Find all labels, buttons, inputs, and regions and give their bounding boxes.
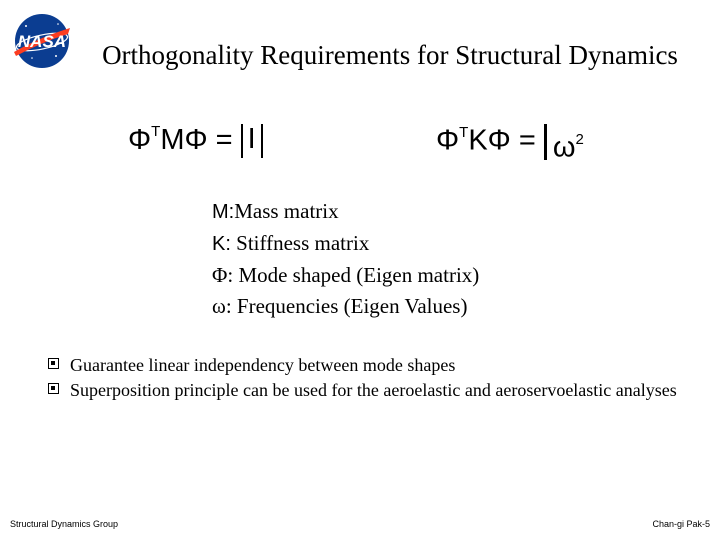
footer-group-name: Structural Dynamics Group: [10, 519, 119, 529]
eq1-identity: I: [241, 124, 263, 158]
page-title: Orthogonality Requirements for Structural Dynamics: [102, 40, 678, 70]
nasa-logo: [8, 12, 76, 70]
definition-text: Mass matrix: [234, 199, 339, 223]
definition-symbol: K:: [212, 233, 231, 255]
definition-text: Frequencies (Eigen Values): [231, 294, 468, 318]
eq2-omega-squared: [544, 124, 584, 164]
equation-stiffness-orthogonality: [436, 124, 584, 164]
equation-mass-orthogonality: [128, 124, 263, 164]
nasa-logo-text: NASA: [17, 32, 67, 51]
definition-symbol: Φ:: [212, 263, 234, 287]
eq2-omega: ω: [552, 131, 576, 164]
eq1-equals: =: [215, 124, 233, 156]
bullet-item: [46, 353, 686, 378]
eq2-rest: KΦ: [468, 124, 511, 157]
checkbox-bullet-icon: [48, 358, 59, 369]
definition-frequency: [212, 291, 479, 322]
eq2-square: 2: [575, 131, 584, 148]
definition-mass: [212, 196, 479, 228]
definition-mode-shape: [212, 260, 479, 291]
eq1-rest: MΦ: [160, 124, 208, 156]
eq2-equals: =: [518, 124, 536, 157]
eq1-phi: Φ: [128, 124, 152, 156]
bullet-list: [46, 353, 686, 403]
bullet-text: Superposition principle can be used for the aeroelastic and aeroservoelastic analyses: [70, 380, 677, 400]
bullet-text: Guarantee linear independency between mode shapes: [70, 355, 456, 375]
definition-text: Stiffness matrix: [230, 231, 370, 255]
eq1-transpose: T: [151, 123, 161, 141]
definition-symbol: M:: [212, 201, 235, 223]
footer-page-number: Chan-gi Pak-5: [652, 519, 710, 529]
checkbox-bullet-icon: [48, 383, 59, 394]
eq2-phi: Φ: [436, 124, 460, 157]
definition-symbol: ω:: [212, 294, 232, 318]
symbol-definitions: [212, 196, 479, 322]
definition-text: Mode shaped (Eigen matrix): [233, 263, 480, 287]
definition-stiffness: [212, 228, 479, 260]
bullet-item: [46, 378, 686, 403]
eq2-transpose: T: [459, 124, 469, 141]
